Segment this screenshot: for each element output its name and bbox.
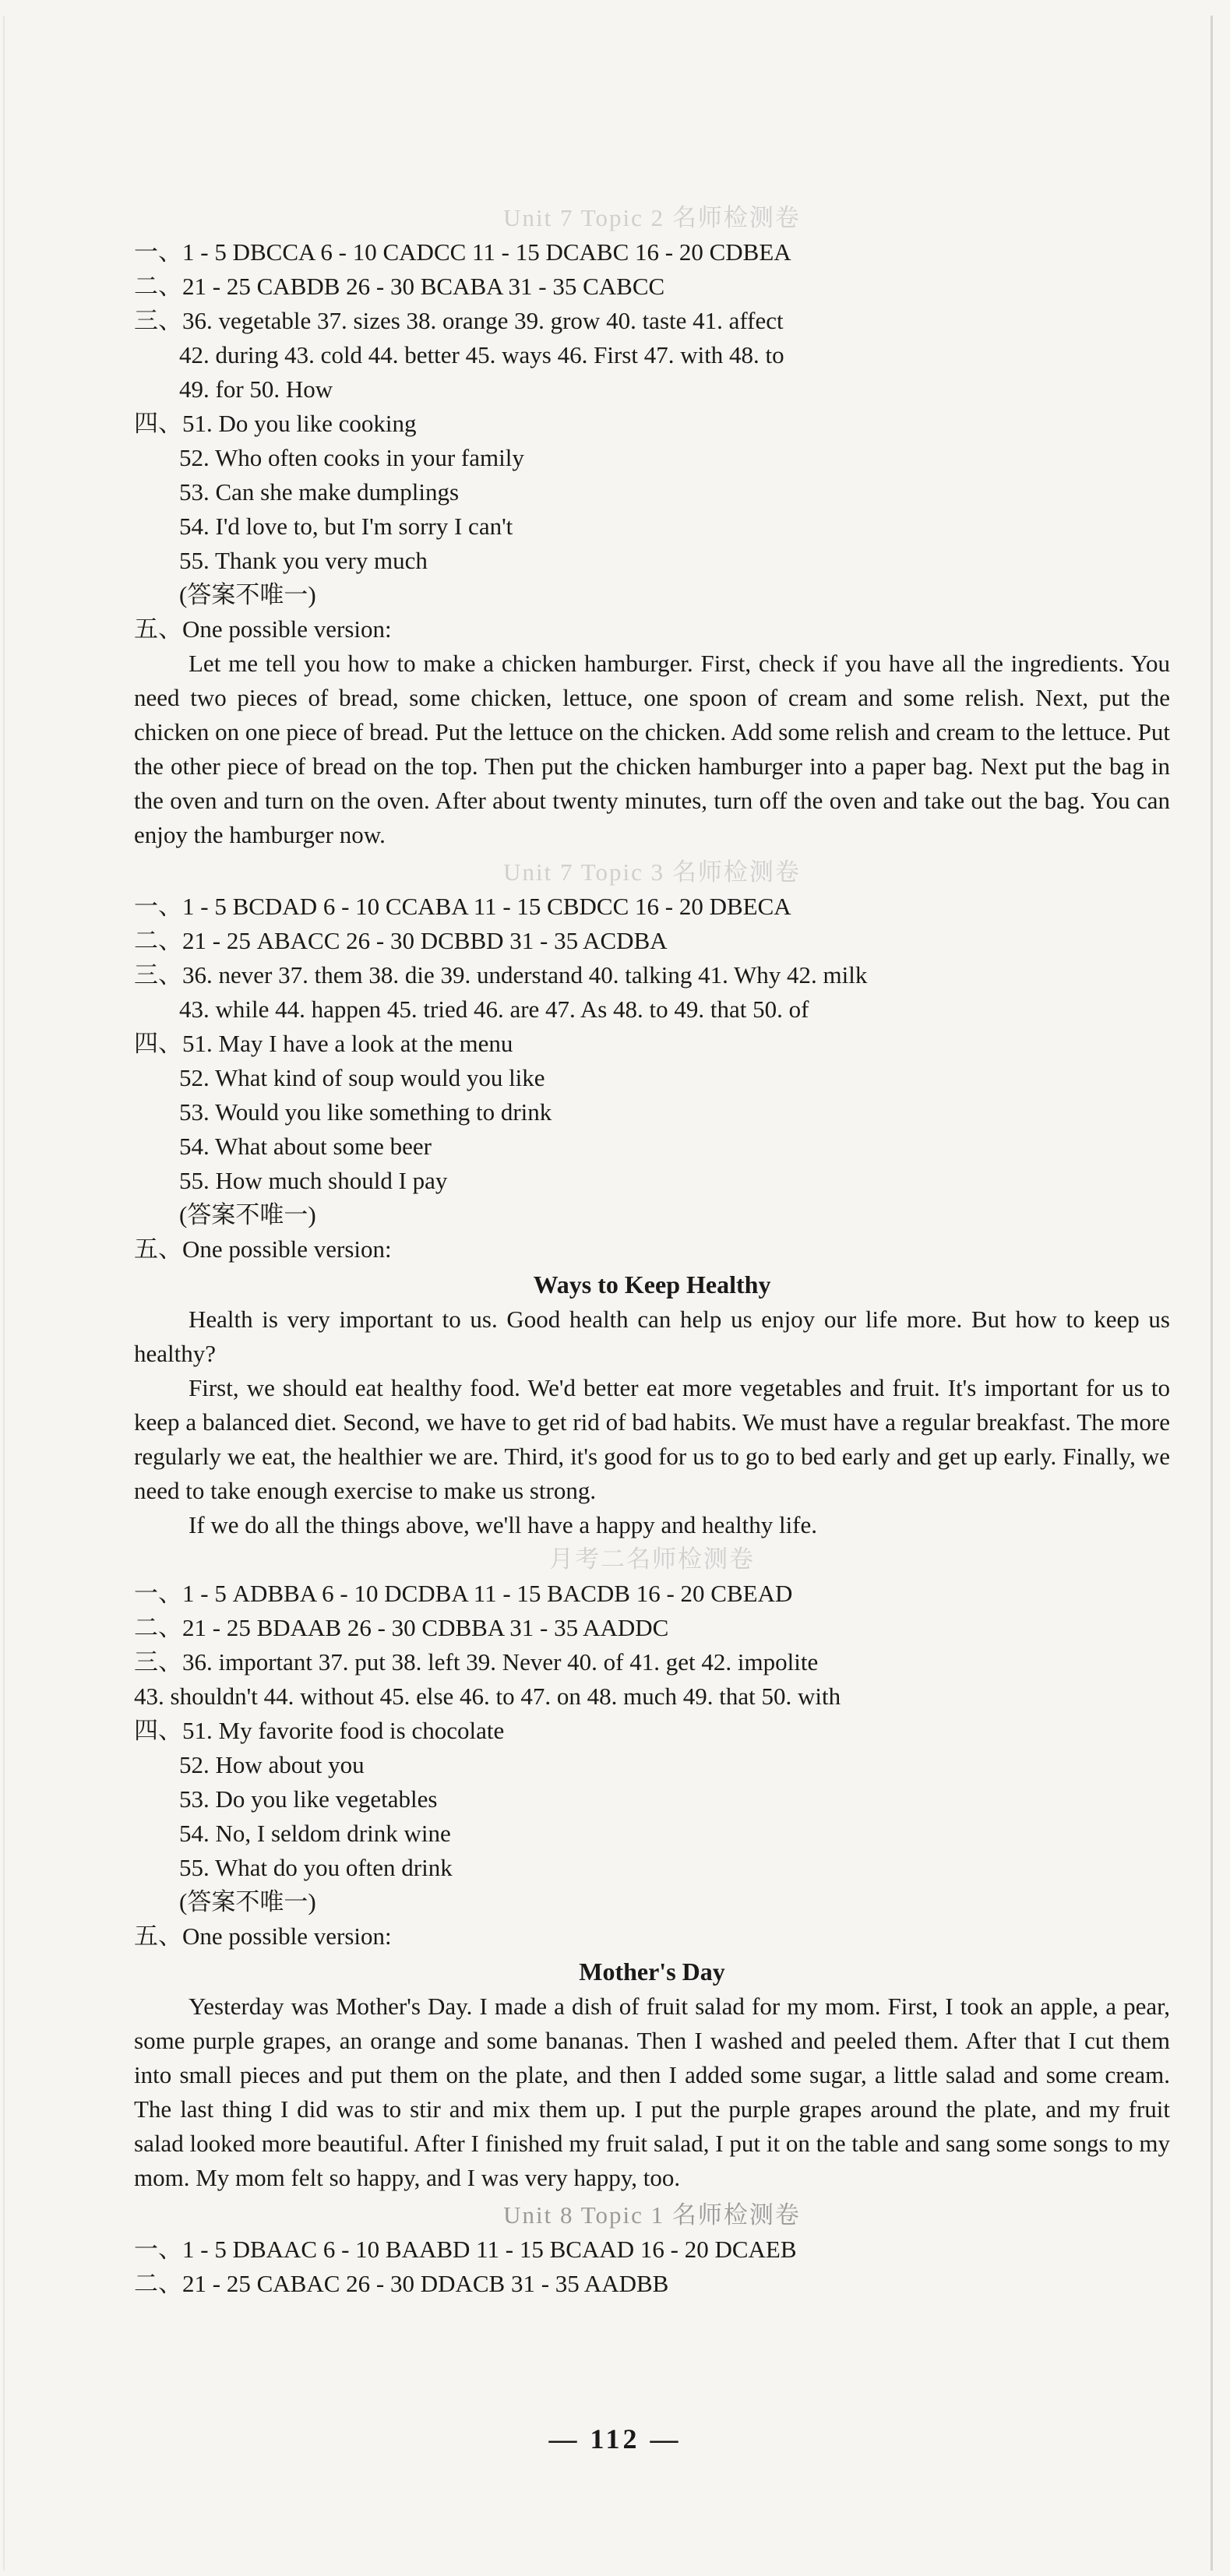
- essay-paragraph: Let me tell you how to make a chicken hamburger. First, check if you have all the ingredients. You need two pieces of bread, some chicken, lettuce, one spoon of cream and some relish. Next, put the chicken on one piece of bread. Put the lettuce on the chicken. Add some relish and cream to the lettuce. Put the other piece of bread on the top. Then put the chicken hamburger into a paper bag. Next put the bag in the oven and turn on the oven. After about twenty minutes, turn off the oven and take out the bag. You can enjoy the hamburger now.: [134, 650, 1170, 848]
- answer-line: 四、51. Do you like cooking: [134, 410, 417, 437]
- left-edge-rule: [3, 16, 5, 2571]
- essay-paragraph: First, we should eat healthy food. We'd better eat more vegetables and fruit. It's important for us to keep a balanced diet. Second, we have to get rid of bad habits. We must have a regular breakfast. The more regularly we eat, the healthier we are. Third, it's good for us to go to bed early and get up early. Finally, we need to take enough exercise to make us strong.: [134, 1374, 1170, 1504]
- answer-column: [134, 201, 1170, 2301]
- answer-note: (答案不唯一): [179, 1201, 316, 1228]
- answer-line: 54. What about some beer: [179, 1133, 432, 1160]
- section-heading-u7t3: Unit 7 Topic 3 名师检测卷: [503, 858, 801, 886]
- page-number: — 112 —: [548, 2423, 682, 2454]
- answer-line: 二、21 - 25 CABDB 26 - 30 BCABA 31 - 35 CABCC: [134, 273, 665, 300]
- section-heading-u7t2: Unit 7 Topic 2 名师检测卷: [503, 204, 801, 231]
- answer-note: (答案不唯一): [179, 581, 316, 608]
- answer-note: (答案不唯一): [179, 1888, 316, 1915]
- essay-paragraph: If we do all the things above, we'll have a happy and healthy life.: [189, 1511, 818, 1538]
- answer-line: 53. Can she make dumplings: [179, 478, 460, 506]
- answer-line: 二、21 - 25 BDAAB 26 - 30 CDBBA 31 - 35 AADDC: [134, 1614, 669, 1641]
- answer-line: 二、21 - 25 ABACC 26 - 30 DCBBD 31 - 35 ACDBA: [134, 927, 668, 954]
- essay-title: Ways to Keep Healthy: [533, 1270, 771, 1299]
- answer-line: 三、36. vegetable 37. sizes 38. orange 39. grow 40. taste 41. affect: [134, 307, 784, 334]
- answer-line: 一、1 - 5 DBAAC 6 - 10 BAABD 11 - 15 BCAAD 16 - 20 DCAEB: [134, 2236, 797, 2263]
- answer-line: 53. Do you like vegetables: [179, 1785, 438, 1813]
- section-heading-u8t1: Unit 8 Topic 1 名师检测卷: [503, 2201, 801, 2229]
- answer-line: 43. while 44. happen 45. tried 46. are 47. As 48. to 49. that 50. of: [179, 996, 809, 1023]
- answer-line: 四、51. My favorite food is chocolate: [134, 1717, 505, 1744]
- answer-line: 一、1 - 5 ADBBA 6 - 10 DCDBA 11 - 15 BACDB 16 - 20 CBEAD: [134, 1580, 793, 1607]
- answer-line: 52. Who often cooks in your family: [179, 444, 524, 471]
- answer-line: 52. What kind of soup would you like: [179, 1064, 545, 1091]
- writing-label: 五、One possible version:: [134, 615, 392, 643]
- answer-line: 54. No, I seldom drink wine: [179, 1820, 451, 1847]
- answer-line: 55. Thank you very much: [179, 547, 428, 574]
- answer-line: 49. for 50. How: [179, 375, 333, 403]
- answer-line: 二、21 - 25 CABAC 26 - 30 DDACB 31 - 35 AADBB: [134, 2270, 669, 2297]
- essay-paragraph: Health is very important to us. Good health can help us enjoy our life more. But how to keep us healthy?: [134, 1306, 1170, 1367]
- answer-line: 55. How much should I pay: [179, 1167, 448, 1194]
- answer-line: 一、1 - 5 DBCCA 6 - 10 CADCC 11 - 15 DCABC 16 - 20 CDBEA: [134, 238, 791, 266]
- answer-line: 52. How about you: [179, 1751, 365, 1778]
- writing-label: 五、One possible version:: [134, 1922, 392, 1950]
- answer-line: 53. Would you like something to drink: [179, 1098, 552, 1126]
- answer-line: 三、36. important 37. put 38. left 39. Never 40. of 41. get 42. impolite: [134, 1648, 819, 1676]
- answer-line: 55. What do you often drink: [179, 1854, 453, 1881]
- answer-line: 四、51. May I have a look at the menu: [134, 1030, 513, 1057]
- essay-title: Mother's Day: [579, 1958, 725, 1986]
- answer-line: 43. shouldn't 44. without 45. else 46. to 47. on 48. much 49. that 50. with: [134, 1683, 841, 1710]
- essay-paragraph: Yesterday was Mother's Day. I made a dish of fruit salad for my mom. First, I took an apple, a pear, some purple grapes, an orange and some bananas. Then I washed and peeled them. After that I cut them into small pieces and put them on the plate, and then I added some sugar, a little salad and some cream. The last thing I did was to stir and mix them up. I put the purple grapes around the plate, and my fruit salad looked more beautiful. After I finished my fruit salad, I put it on the table and sang some songs to my mom. My mom felt so happy, and I was very happy, too.: [134, 1993, 1170, 2191]
- answer-line: 三、36. never 37. them 38. die 39. understand 40. talking 41. Why 42. milk: [134, 961, 868, 988]
- answer-line: 54. I'd love to, but I'm sorry I can't: [179, 513, 513, 540]
- answer-line: 一、1 - 5 BCDAD 6 - 10 CCABA 11 - 15 CBDCC 16 - 20 DBECA: [134, 893, 791, 920]
- section-heading-monthly2: 月考二名师检测卷: [549, 1545, 755, 1573]
- writing-label: 五、One possible version:: [134, 1235, 392, 1263]
- right-edge-rule: [1211, 16, 1213, 2571]
- answer-line: 42. during 43. cold 44. better 45. ways 46. First 47. with 48. to: [179, 341, 784, 368]
